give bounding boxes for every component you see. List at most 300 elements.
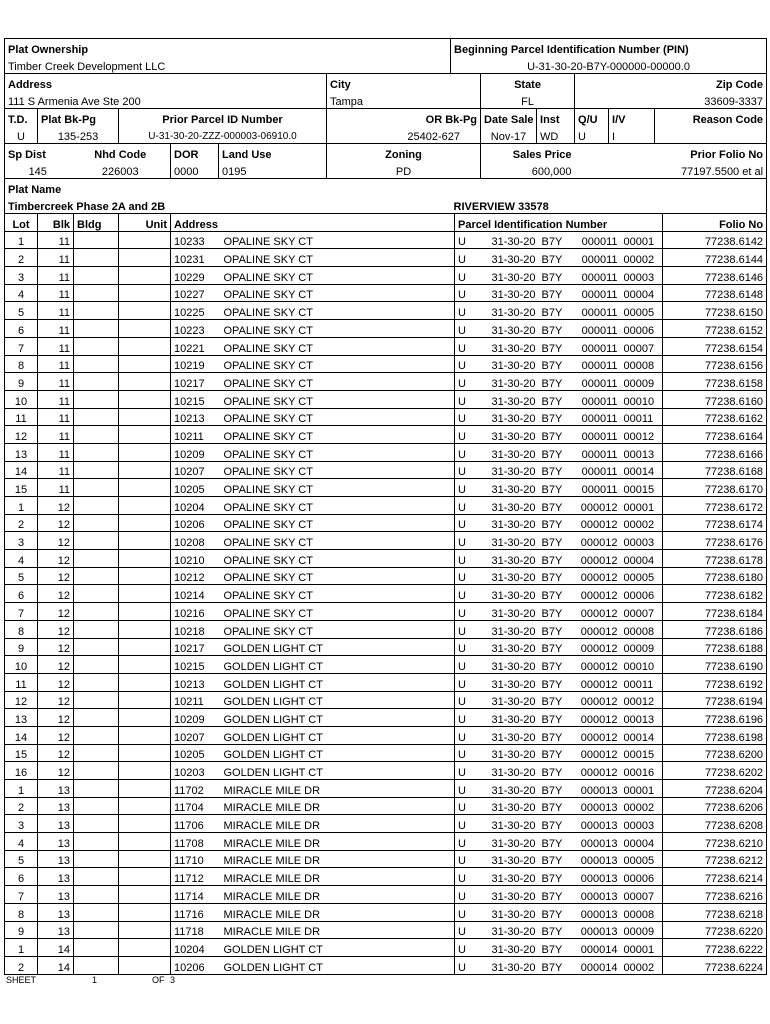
pin-prefix-cell: U (455, 249, 479, 267)
house-number-cell: 10225 (171, 302, 221, 320)
lot-cell: 6 (5, 585, 38, 603)
lot-cell: 9 (5, 921, 38, 939)
pin-subdivision-cell: B7Y (539, 514, 571, 532)
house-number-cell: 10217 (171, 373, 221, 391)
street-cell: GOLDEN LIGHT CT (221, 656, 455, 674)
folio-cell: 77238.6182 (663, 585, 767, 603)
lot-cell: 9 (5, 638, 38, 656)
folio-cell: 77238.6158 (663, 373, 767, 391)
blk-cell: 12 (38, 603, 74, 621)
pin-prefix-cell: U (455, 780, 479, 798)
bldg-cell (74, 231, 119, 249)
pin-block-cell: 000012 (571, 726, 621, 744)
unit-cell (119, 868, 171, 886)
table-row (5, 585, 767, 603)
unit-cell (119, 673, 171, 691)
pin-lot-cell: 00002 (621, 249, 663, 267)
table-row (5, 532, 767, 550)
house-number-cell: 10229 (171, 267, 221, 285)
house-number-cell: 10221 (171, 337, 221, 355)
street-cell: OPALINE SKY CT (221, 302, 455, 320)
lot-cell: 2 (5, 797, 38, 815)
owner-state: FL (481, 91, 575, 109)
pin-lot-cell: 00012 (621, 426, 663, 444)
unit-cell (119, 426, 171, 444)
folio-cell: 77238.6178 (663, 550, 767, 568)
table-row (5, 850, 767, 868)
house-number-cell: 11708 (171, 833, 221, 851)
table-row (5, 886, 767, 904)
blk-cell: 11 (38, 479, 74, 497)
bldg-cell (74, 620, 119, 638)
blk-cell: 11 (38, 461, 74, 479)
pin-lot-cell: 00009 (621, 921, 663, 939)
blk-cell: 12 (38, 673, 74, 691)
street-cell: GOLDEN LIGHT CT (221, 939, 455, 957)
blk-cell: 11 (38, 320, 74, 338)
unit-cell (119, 850, 171, 868)
pin-block-cell: 000012 (571, 638, 621, 656)
pin-subdivision-cell: B7Y (539, 850, 571, 868)
reason-code-value (655, 126, 767, 144)
table-row (5, 355, 767, 373)
plat-bkpg-label: Plat Bk-Pg (38, 109, 119, 127)
blk-cell: 12 (38, 567, 74, 585)
folio-cell: 77238.6144 (663, 249, 767, 267)
pin-subdivision-cell: B7Y (539, 833, 571, 851)
pin-block-cell: 000012 (571, 673, 621, 691)
pin-prefix-cell: U (455, 744, 479, 762)
prior-folio-label: Prior Folio No (575, 144, 767, 162)
bldg-cell (74, 532, 119, 550)
pin-section-cell: 31-30-20 (479, 373, 539, 391)
folio-cell: 77238.6216 (663, 886, 767, 904)
bldg-cell (74, 373, 119, 391)
folio-cell: 77238.6160 (663, 390, 767, 408)
blk-cell: 13 (38, 903, 74, 921)
street-cell: OPALINE SKY CT (221, 603, 455, 621)
street-cell: MIRACLE MILE DR (221, 903, 455, 921)
pin-block-cell: 000011 (571, 320, 621, 338)
pin-prefix-cell: U (455, 284, 479, 302)
lot-cell: 10 (5, 390, 38, 408)
pin-section-cell: 31-30-20 (479, 939, 539, 957)
pin-block-cell: 000012 (571, 567, 621, 585)
house-number-cell: 10208 (171, 532, 221, 550)
lot-cell: 16 (5, 762, 38, 780)
bldg-cell (74, 850, 119, 868)
pin-prefix-cell: U (455, 868, 479, 886)
house-number-cell: 10219 (171, 355, 221, 373)
folio-cell: 77238.6200 (663, 744, 767, 762)
pin-lot-cell: 00007 (621, 603, 663, 621)
pin-section-cell: 31-30-20 (479, 815, 539, 833)
pin-block-cell: 000012 (571, 691, 621, 709)
pin-subdivision-cell: B7Y (539, 249, 571, 267)
plat-location: RIVERVIEW 33578 (451, 196, 767, 213)
unit-cell (119, 656, 171, 674)
blk-cell: 12 (38, 709, 74, 727)
pin-section-cell: 31-30-20 (479, 762, 539, 780)
blk-cell: 11 (38, 231, 74, 249)
bldg-cell (74, 603, 119, 621)
blk-cell: 12 (38, 638, 74, 656)
bldg-cell (74, 567, 119, 585)
blk-cell: 14 (38, 939, 74, 957)
lot-cell: 4 (5, 550, 38, 568)
lot-cell: 4 (5, 833, 38, 851)
pin-prefix-cell: U (455, 320, 479, 338)
bldg-cell (74, 461, 119, 479)
folio-cell: 77238.6166 (663, 443, 767, 461)
pin-block-cell: 000012 (571, 620, 621, 638)
folio-cell: 77238.6190 (663, 656, 767, 674)
td-label: T.D. (5, 109, 38, 127)
pin-subdivision-cell: B7Y (539, 868, 571, 886)
blk-cell: 11 (38, 302, 74, 320)
unit-cell (119, 567, 171, 585)
house-number-cell: 10213 (171, 408, 221, 426)
column-header-unit: Unit (119, 214, 171, 232)
street-cell: OPALINE SKY CT (221, 567, 455, 585)
bldg-cell (74, 956, 119, 974)
unit-cell (119, 903, 171, 921)
pin-prefix-cell: U (455, 709, 479, 727)
bldg-cell (74, 550, 119, 568)
folio-cell: 77238.6202 (663, 762, 767, 780)
lot-cell: 1 (5, 497, 38, 515)
zoning-label: Zoning (327, 144, 481, 162)
house-number-cell: 10207 (171, 726, 221, 744)
pin-prefix-cell: U (455, 620, 479, 638)
unit-cell (119, 833, 171, 851)
street-cell: OPALINE SKY CT (221, 532, 455, 550)
unit-cell (119, 267, 171, 285)
lot-cell: 6 (5, 320, 38, 338)
pin-section-cell: 31-30-20 (479, 320, 539, 338)
pin-subdivision-cell: B7Y (539, 744, 571, 762)
blk-cell: 11 (38, 373, 74, 391)
pin-lot-cell: 00001 (621, 497, 663, 515)
unit-cell (119, 479, 171, 497)
unit-cell (119, 921, 171, 939)
pin-subdivision-cell: B7Y (539, 691, 571, 709)
folio-cell: 77238.6146 (663, 267, 767, 285)
table-row (5, 249, 767, 267)
lot-cell: 14 (5, 461, 38, 479)
pin-section-cell: 31-30-20 (479, 886, 539, 904)
blk-cell: 12 (38, 744, 74, 762)
pin-prefix-cell: U (455, 833, 479, 851)
blk-cell: 11 (38, 426, 74, 444)
table-row (5, 443, 767, 461)
pin-section-cell: 31-30-20 (479, 461, 539, 479)
pin-section-cell: 31-30-20 (479, 497, 539, 515)
house-number-cell: 10209 (171, 443, 221, 461)
folio-cell: 77238.6168 (663, 461, 767, 479)
folio-cell: 77238.6164 (663, 426, 767, 444)
blk-cell: 11 (38, 284, 74, 302)
blk-cell: 13 (38, 797, 74, 815)
house-number-cell: 11702 (171, 780, 221, 798)
lot-cell: 15 (5, 479, 38, 497)
pin-prefix-cell: U (455, 762, 479, 780)
table-row (5, 815, 767, 833)
reason-code-label: Reason Code (655, 109, 767, 127)
pin-section-cell: 31-30-20 (479, 284, 539, 302)
prior-parcel-value: U-31-30-20-ZZZ-000003-06910.0 (119, 126, 327, 144)
pin-section-cell: 31-30-20 (479, 231, 539, 249)
unit-cell (119, 762, 171, 780)
pin-block-cell: 000013 (571, 921, 621, 939)
pin-section-cell: 31-30-20 (479, 567, 539, 585)
pin-prefix-cell: U (455, 355, 479, 373)
pin-subdivision-cell: B7Y (539, 656, 571, 674)
house-number-cell: 10204 (171, 497, 221, 515)
pin-prefix-cell: U (455, 603, 479, 621)
folio-cell: 77238.6184 (663, 603, 767, 621)
table-row (5, 461, 767, 479)
pin-lot-cell: 00003 (621, 532, 663, 550)
table-row (5, 497, 767, 515)
house-number-cell: 10213 (171, 673, 221, 691)
sp-dist-value: 145 (5, 161, 71, 179)
table-row (5, 479, 767, 497)
table-row (5, 514, 767, 532)
street-cell: OPALINE SKY CT (221, 620, 455, 638)
street-cell: GOLDEN LIGHT CT (221, 744, 455, 762)
pin-lot-cell: 00003 (621, 815, 663, 833)
pin-section-cell: 31-30-20 (479, 903, 539, 921)
table-row (5, 390, 767, 408)
table-row (5, 373, 767, 391)
blk-cell: 13 (38, 921, 74, 939)
pin-lot-cell: 00003 (621, 267, 663, 285)
pin-prefix-cell: U (455, 408, 479, 426)
lot-cell: 8 (5, 355, 38, 373)
unit-cell (119, 638, 171, 656)
pin-section-cell: 31-30-20 (479, 249, 539, 267)
bldg-cell (74, 337, 119, 355)
pin-prefix-cell: U (455, 497, 479, 515)
pin-block-cell: 000012 (571, 532, 621, 550)
pin-block-cell: 000011 (571, 373, 621, 391)
blk-cell: 13 (38, 780, 74, 798)
table-row (5, 426, 767, 444)
unit-cell (119, 585, 171, 603)
street-cell: MIRACLE MILE DR (221, 886, 455, 904)
pin-section-cell: 31-30-20 (479, 426, 539, 444)
pin-subdivision-cell: B7Y (539, 886, 571, 904)
iv-label: I/V (609, 109, 655, 127)
folio-cell: 77238.6196 (663, 709, 767, 727)
street-cell: OPALINE SKY CT (221, 267, 455, 285)
unit-cell (119, 514, 171, 532)
bldg-cell (74, 726, 119, 744)
pin-prefix-cell: U (455, 426, 479, 444)
bldg-cell (74, 939, 119, 957)
pin-prefix-cell: U (455, 567, 479, 585)
pin-subdivision-cell: B7Y (539, 815, 571, 833)
house-number-cell: 11712 (171, 868, 221, 886)
lot-cell: 3 (5, 815, 38, 833)
pin-prefix-cell: U (455, 231, 479, 249)
plat-name-label: Plat Name (5, 179, 767, 197)
folio-cell: 77238.6174 (663, 514, 767, 532)
blk-cell: 12 (38, 497, 74, 515)
house-number-cell: 10211 (171, 691, 221, 709)
folio-cell: 77238.6172 (663, 497, 767, 515)
owner-zip: 33609-3337 (575, 91, 767, 109)
unit-cell (119, 691, 171, 709)
pin-block-cell: 000011 (571, 355, 621, 373)
pin-section-cell: 31-30-20 (479, 585, 539, 603)
street-cell: MIRACLE MILE DR (221, 850, 455, 868)
house-number-cell: 11704 (171, 797, 221, 815)
folio-cell: 77238.6198 (663, 726, 767, 744)
parcel-table (4, 213, 767, 975)
lot-cell: 13 (5, 709, 38, 727)
bldg-cell (74, 284, 119, 302)
pin-prefix-cell: U (455, 373, 479, 391)
house-number-cell: 10210 (171, 550, 221, 568)
pin-lot-cell: 00001 (621, 939, 663, 957)
parcel-rows (5, 231, 767, 974)
owner-name: Timber Creek Development LLC (5, 56, 451, 74)
pin-block-cell: 000013 (571, 797, 621, 815)
street-cell: MIRACLE MILE DR (221, 815, 455, 833)
unit-cell (119, 355, 171, 373)
nhd-code-label: Nhd Code (71, 144, 171, 162)
street-cell: MIRACLE MILE DR (221, 921, 455, 939)
blk-cell: 11 (38, 355, 74, 373)
pin-section-cell: 31-30-20 (479, 638, 539, 656)
pin-lot-cell: 00011 (621, 408, 663, 426)
pin-label: Beginning Parcel Identification Number (PIN) (451, 39, 767, 57)
pin-section-cell: 31-30-20 (479, 744, 539, 762)
lot-cell: 3 (5, 267, 38, 285)
td-value: U (5, 126, 38, 144)
pin-subdivision-cell: B7Y (539, 337, 571, 355)
pin-lot-cell: 00002 (621, 797, 663, 815)
bldg-cell (74, 585, 119, 603)
house-number-cell: 11718 (171, 921, 221, 939)
bldg-cell (74, 249, 119, 267)
unit-cell (119, 939, 171, 957)
table-row (5, 956, 767, 974)
pin-prefix-cell: U (455, 939, 479, 957)
street-cell: MIRACLE MILE DR (221, 868, 455, 886)
table-row (5, 603, 767, 621)
folio-cell: 77238.6194 (663, 691, 767, 709)
pin-prefix-cell: U (455, 532, 479, 550)
pin-block-cell: 000011 (571, 231, 621, 249)
plat-sheet (4, 38, 766, 975)
house-number-cell: 10212 (171, 567, 221, 585)
street-cell: OPALINE SKY CT (221, 408, 455, 426)
table-row (5, 620, 767, 638)
folio-cell: 77238.6220 (663, 921, 767, 939)
pin-subdivision-cell: B7Y (539, 390, 571, 408)
lot-cell: 1 (5, 231, 38, 249)
pin-lot-cell: 00015 (621, 744, 663, 762)
pin-subdivision-cell: B7Y (539, 443, 571, 461)
bldg-cell (74, 815, 119, 833)
bldg-cell (74, 320, 119, 338)
unit-cell (119, 461, 171, 479)
pin-block-cell: 000011 (571, 337, 621, 355)
unit-cell (119, 603, 171, 621)
pin-subdivision-cell: B7Y (539, 284, 571, 302)
pin-section-cell: 31-30-20 (479, 355, 539, 373)
pin-lot-cell: 00011 (621, 673, 663, 691)
table-row (5, 797, 767, 815)
bldg-cell (74, 868, 119, 886)
pin-section-cell: 31-30-20 (479, 780, 539, 798)
pin-prefix-cell: U (455, 461, 479, 479)
table-row (5, 744, 767, 762)
pin-block-cell: 000013 (571, 868, 621, 886)
pin-block-cell: 000012 (571, 762, 621, 780)
table-row (5, 903, 767, 921)
pin-section-cell: 31-30-20 (479, 267, 539, 285)
street-cell: OPALINE SKY CT (221, 443, 455, 461)
pin-subdivision-cell: B7Y (539, 709, 571, 727)
lot-cell: 6 (5, 868, 38, 886)
pin-lot-cell: 00004 (621, 833, 663, 851)
pin-lot-cell: 00005 (621, 567, 663, 585)
pin-lot-cell: 00014 (621, 461, 663, 479)
pin-subdivision-cell: B7Y (539, 638, 571, 656)
sales-price-label: Sales Price (481, 144, 575, 162)
bldg-cell (74, 638, 119, 656)
pin-lot-cell: 00006 (621, 320, 663, 338)
unit-cell (119, 886, 171, 904)
pin-lot-cell: 00013 (621, 443, 663, 461)
street-cell: MIRACLE MILE DR (221, 833, 455, 851)
table-row (5, 320, 767, 338)
pin-lot-cell: 00001 (621, 231, 663, 249)
pin-subdivision-cell: B7Y (539, 461, 571, 479)
blk-cell: 11 (38, 408, 74, 426)
pin-block-cell: 000011 (571, 426, 621, 444)
blk-cell: 13 (38, 886, 74, 904)
pin-subdivision-cell: B7Y (539, 797, 571, 815)
land-use-label: Land Use (219, 144, 327, 162)
pin-block-cell: 000013 (571, 886, 621, 904)
pin-subdivision-cell: B7Y (539, 373, 571, 391)
house-number-cell: 10215 (171, 390, 221, 408)
lot-cell: 14 (5, 726, 38, 744)
pin-block-cell: 000013 (571, 833, 621, 851)
lot-cell: 5 (5, 850, 38, 868)
pin-block-cell: 000013 (571, 780, 621, 798)
pin-block-cell: 000012 (571, 656, 621, 674)
street-cell: OPALINE SKY CT (221, 479, 455, 497)
folio-cell: 77238.6154 (663, 337, 767, 355)
unit-cell (119, 532, 171, 550)
house-number-cell: 11716 (171, 903, 221, 921)
or-bkpg-value: 25402-627 (327, 126, 481, 144)
house-number-cell: 10215 (171, 656, 221, 674)
lot-cell: 1 (5, 780, 38, 798)
pin-lot-cell: 00009 (621, 638, 663, 656)
pin-prefix-cell: U (455, 302, 479, 320)
pin-subdivision-cell: B7Y (539, 603, 571, 621)
pin-subdivision-cell: B7Y (539, 532, 571, 550)
date-sale-label: Date Sale (481, 109, 537, 127)
pin-lot-cell: 00006 (621, 585, 663, 603)
